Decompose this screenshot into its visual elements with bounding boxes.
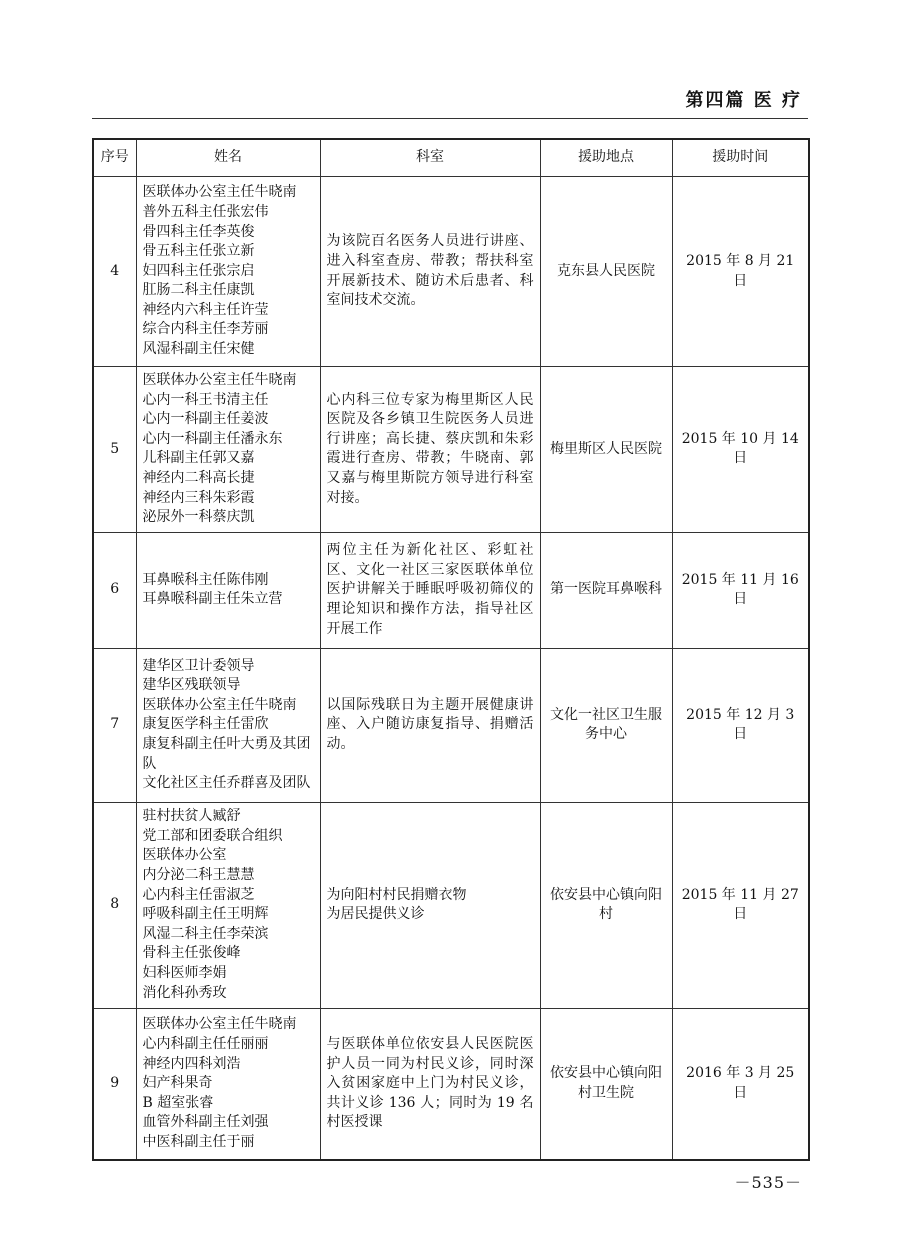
cell-no: 7 <box>93 648 136 802</box>
page-number: －535－ <box>734 1173 802 1192</box>
person-entry: 消化科孙秀玫 <box>142 984 227 1001</box>
cell-place: 依安县中心镇向阳村卫生院 <box>540 1008 672 1160</box>
cell-no: 8 <box>93 802 136 1008</box>
table-row <box>93 648 809 802</box>
table-row <box>93 1008 809 1160</box>
cell-date: 2015 年 12 月 3 日 <box>672 648 809 802</box>
cell-description: 心内科三位专家为梅里斯区人民医院及各乡镇卫生院医务人员进行讲座；高长捷、蔡庆凯和朱彩霞进行查房、带教；牛晓南、郭又嘉与梅里斯院方领导进行科室对接。 <box>320 367 540 533</box>
cell-date: 2015 年 8 月 21 日 <box>672 177 809 367</box>
person-entry: 妇科医师李娟 <box>142 965 227 982</box>
person-entry: 普外五科主任张宏伟 <box>142 203 269 220</box>
person-entry: 心内一科副主任姜波 <box>142 411 269 428</box>
person-entry: 心内科副主任任丽丽 <box>142 1036 269 1053</box>
cell-place: 第一医院耳鼻喉科 <box>540 532 672 648</box>
person-entry: 综合内科主任李芳丽 <box>142 321 269 338</box>
person-entry: 医联体办公室主任牛晓南 <box>142 696 297 713</box>
cell-description: 以国际残联日为主题开展健康讲座、入户随访康复指导、捐赠活动。 <box>320 648 540 802</box>
cell-no: 9 <box>93 1008 136 1160</box>
person-entry: 神经内四科刘浩 <box>142 1055 241 1072</box>
table-row <box>93 802 809 1008</box>
person-entry: 耳鼻喉科副主任朱立营 <box>142 591 283 608</box>
column-header-date: 援助时间 <box>672 139 809 177</box>
cell-date: 2015 年 10 月 14 日 <box>672 367 809 533</box>
person-entry: 内分泌二科王慧慧 <box>142 867 255 884</box>
person-entry: 心内一科副主任潘永东 <box>142 430 283 447</box>
person-entry: 神经内三科朱彩霞 <box>142 489 255 506</box>
cell-names <box>136 367 320 533</box>
person-entry: 呼吸科副主任王明辉 <box>142 906 269 923</box>
person-entry: 骨科主任张俊峰 <box>142 945 241 962</box>
person-entry: 中医科副主任于丽 <box>142 1133 255 1150</box>
cell-names <box>136 177 320 367</box>
cell-date: 2016 年 3 月 25 日 <box>672 1008 809 1160</box>
person-entry: 肛肠二科主任康凯 <box>142 282 255 299</box>
person-entry: 建华区残联领导 <box>142 677 241 694</box>
person-entry: 文化社区主任乔群喜及团队 <box>142 775 311 792</box>
person-entry: 医联体办公室 <box>142 847 227 864</box>
person-entry: 骨五科主任张立新 <box>142 243 255 260</box>
header-rule <box>92 118 808 119</box>
table-row <box>93 367 809 533</box>
cell-description: 为向阳村村民捐赠衣物 为居民提供义诊 <box>320 802 540 1008</box>
person-entry: 妇产科果奇 <box>142 1075 213 1092</box>
person-entry: 康复科副主任叶大勇及其团队 <box>142 736 311 772</box>
person-entry: 党工部和团委联合组织 <box>142 827 283 844</box>
person-entry: 风湿科副主任宋健 <box>142 341 255 358</box>
person-entry: 康复医学科主任雷欣 <box>142 716 269 733</box>
table-row <box>93 177 809 367</box>
chapter-title: 第四篇 医 疗 <box>685 90 802 111</box>
cell-names <box>136 802 320 1008</box>
table-header-row <box>93 139 809 177</box>
cell-no: 4 <box>93 177 136 367</box>
cell-no: 5 <box>93 367 136 533</box>
cell-place: 克东县人民医院 <box>540 177 672 367</box>
person-entry: 耳鼻喉科主任陈伟刚 <box>142 571 269 588</box>
table-row <box>93 532 809 648</box>
cell-names <box>136 1008 320 1160</box>
cell-description: 与医联体单位依安县人民医院医护人员一同为村民义诊，同时深入贫困家庭中上门为村民义诊，共计义诊 136 人；同时为 19 名村医授课 <box>320 1008 540 1160</box>
cell-place: 文化一社区卫生服务中心 <box>540 648 672 802</box>
column-header-place: 援助地点 <box>540 139 672 177</box>
column-header-no: 序号 <box>93 139 136 177</box>
column-header-name: 姓名 <box>136 139 320 177</box>
person-entry: 泌尿外一科蔡庆凯 <box>142 509 255 526</box>
person-entry: B 超室张睿 <box>142 1094 214 1111</box>
cell-place: 依安县中心镇向阳村 <box>540 802 672 1008</box>
person-entry: 建华区卫计委领导 <box>142 657 255 674</box>
person-entry: 血管外科副主任刘强 <box>142 1114 269 1131</box>
cell-no: 6 <box>93 532 136 648</box>
cell-names <box>136 532 320 648</box>
person-entry: 医联体办公室主任牛晓南 <box>142 372 297 388</box>
cell-description: 两位主任为新化社区、彩虹社区、文化一社区三家医联体单位医护讲解关于睡眠呼吸初筛仪的理论知识和操作方法，指导社区开展工作 <box>320 532 540 648</box>
person-entry: 风湿二科主任李荣滨 <box>142 925 269 942</box>
person-entry: 医联体办公室主任牛晓南 <box>142 1016 297 1033</box>
cell-names <box>136 648 320 802</box>
person-entry: 神经内六科主任许莹 <box>142 301 269 318</box>
person-entry: 医联体办公室主任牛晓南 <box>142 184 297 201</box>
person-entry: 妇四科主任张宗启 <box>142 262 255 279</box>
column-header-department: 科室 <box>320 139 540 177</box>
cell-date: 2015 年 11 月 16 日 <box>672 532 809 648</box>
person-entry: 骨四科主任李英俊 <box>142 223 255 240</box>
person-entry: 心内科主任雷淑芝 <box>142 886 255 903</box>
cell-place: 梅里斯区人民医院 <box>540 367 672 533</box>
person-entry: 驻村扶贫人臧舒 <box>142 808 241 825</box>
cell-description: 为该院百名医务人员进行讲座、进入科室查房、带教；帮扶科室开展新技术、随访术后患者、科室间技术交流。 <box>320 177 540 367</box>
assistance-table <box>92 138 810 1161</box>
person-entry: 心内一科王书清主任 <box>142 391 269 408</box>
person-entry: 神经内二科高长捷 <box>142 469 255 486</box>
person-entry: 儿科副主任郭又嘉 <box>142 450 255 467</box>
table-body <box>93 177 809 1161</box>
cell-date: 2015 年 11 月 27 日 <box>672 802 809 1008</box>
